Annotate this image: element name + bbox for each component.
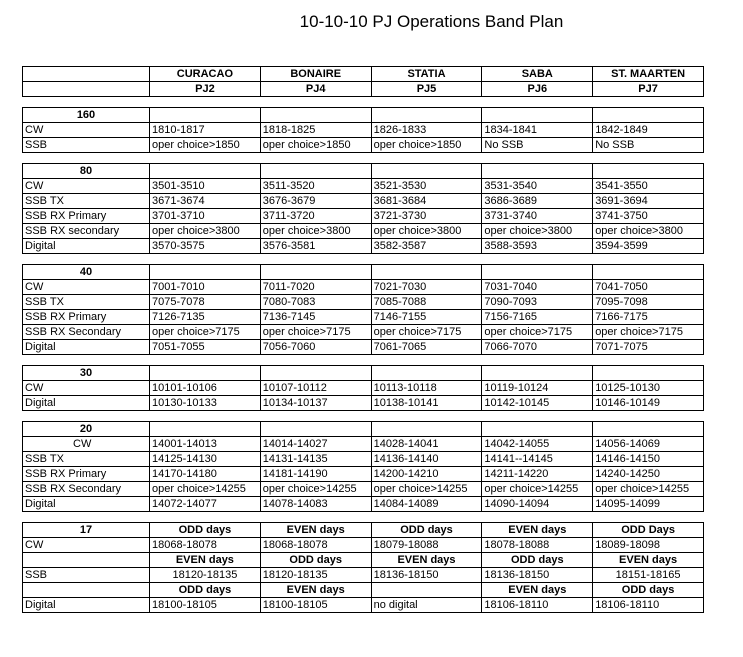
band-plan-body (23, 67, 704, 613)
band-label-filler (150, 164, 261, 179)
freq-cell: 3731-3740 (482, 209, 593, 224)
mode-label: SSB RX Primary (23, 467, 150, 482)
freq-cell: 3576-3581 (260, 239, 371, 254)
header-call: PJ2 (150, 82, 261, 97)
band-gap (23, 411, 704, 422)
freq-cell: 14078-14083 (260, 497, 371, 512)
freq-cell: 14014-14027 (260, 437, 371, 452)
freq-cell: no digital (371, 598, 482, 613)
days-cell: ODD days (150, 583, 261, 598)
gap-cell (23, 411, 150, 422)
mode-label: CW (23, 179, 150, 194)
freq-cell: 7051-7055 (150, 340, 261, 355)
band-label-filler (482, 265, 593, 280)
freq-cell: 14056-14069 (593, 437, 704, 452)
freq-row (23, 598, 704, 613)
header-call: PJ4 (260, 82, 371, 97)
mode-label: CW (23, 381, 150, 396)
mode-label: SSB RX secondary (23, 224, 150, 239)
freq-cell: 14240-14250 (593, 467, 704, 482)
band-label-filler (371, 164, 482, 179)
band-label-row (23, 265, 704, 280)
freq-cell: 14084-14089 (371, 497, 482, 512)
freq-cell: 3691-3694 (593, 194, 704, 209)
gap-cell (260, 153, 371, 164)
freq-cell: oper choice>3800 (260, 224, 371, 239)
days-cell: ODD days (593, 583, 704, 598)
freq-cell: 18106-18110 (593, 598, 704, 613)
gap-cell (593, 355, 704, 366)
header-name: STATIA (371, 67, 482, 82)
freq-cell: 10125-10130 (593, 381, 704, 396)
freq-cell: 18106-18110 (482, 598, 593, 613)
freq-cell: 18078-18088 (482, 538, 593, 553)
days-cell: ODD days (260, 553, 371, 568)
freq-cell: 10146-10149 (593, 396, 704, 411)
freq-cell: 18136-18150 (371, 568, 482, 583)
freq-cell: 18120-18135 (260, 568, 371, 583)
mode-label: Digital (23, 239, 150, 254)
mode-label: CW (23, 437, 150, 452)
freq-cell: 10142-10145 (482, 396, 593, 411)
band-label-row (23, 422, 704, 437)
days-cell: EVEN days (593, 553, 704, 568)
freq-cell: oper choice>14255 (371, 482, 482, 497)
freq-row (23, 482, 704, 497)
freq-row (23, 295, 704, 310)
freq-cell: oper choice>7175 (150, 325, 261, 340)
gap-cell (260, 355, 371, 366)
freq-cell: 14095-14099 (593, 497, 704, 512)
band-gap (23, 97, 704, 108)
gap-cell (593, 512, 704, 523)
header-corner (23, 67, 150, 82)
gap-cell (371, 97, 482, 108)
header-name: BONAIRE (260, 67, 371, 82)
freq-cell: oper choice>14255 (482, 482, 593, 497)
gap-cell (23, 153, 150, 164)
freq-cell: 7085-7088 (371, 295, 482, 310)
band-label-filler (371, 366, 482, 381)
band-label-filler (150, 108, 261, 123)
freq-cell: oper choice>3800 (482, 224, 593, 239)
freq-cell: 14211-14220 (482, 467, 593, 482)
band-label-row (23, 366, 704, 381)
freq-cell: 7166-7175 (593, 310, 704, 325)
mode-label: Digital (23, 598, 150, 613)
mode-label: SSB RX Primary (23, 310, 150, 325)
mode-label: Digital (23, 396, 150, 411)
band-label-row (23, 164, 704, 179)
gap-cell (23, 512, 150, 523)
freq-cell: 10138-10141 (371, 396, 482, 411)
header-call: PJ6 (482, 82, 593, 97)
band-label: 80 (23, 164, 150, 179)
freq-cell: 14125-14130 (150, 452, 261, 467)
freq-cell: oper choice>7175 (371, 325, 482, 340)
freq-cell: 7061-7065 (371, 340, 482, 355)
days-cell: EVEN days (371, 553, 482, 568)
freq-cell: 3521-3530 (371, 179, 482, 194)
band-label-filler (593, 265, 704, 280)
freq-cell: 14090-14094 (482, 497, 593, 512)
days-cell: ODD days (482, 553, 593, 568)
freq-cell: oper choice>3800 (371, 224, 482, 239)
freq-cell: 1810-1817 (150, 123, 261, 138)
gap-cell (371, 254, 482, 265)
freq-cell: 3570-3575 (150, 239, 261, 254)
band-label: 40 (23, 265, 150, 280)
freq-cell: 7095-7098 (593, 295, 704, 310)
band-label-filler (593, 164, 704, 179)
header-name: SABA (482, 67, 593, 82)
mode-label: SSB RX Primary (23, 209, 150, 224)
freq-cell: 1818-1825 (260, 123, 371, 138)
freq-cell: 3511-3520 (260, 179, 371, 194)
freq-row (23, 123, 704, 138)
gap-cell (260, 97, 371, 108)
header-call: PJ5 (371, 82, 482, 97)
freq-cell: 7156-7165 (482, 310, 593, 325)
freq-cell: 1826-1833 (371, 123, 482, 138)
freq-cell: 7146-7155 (371, 310, 482, 325)
freq-row (23, 497, 704, 512)
band-label-filler (482, 366, 593, 381)
gap-cell (260, 254, 371, 265)
band-label-filler (260, 164, 371, 179)
gap-cell (371, 411, 482, 422)
freq-cell: 7075-7078 (150, 295, 261, 310)
freq-cell: oper choice>14255 (593, 482, 704, 497)
gap-cell (593, 97, 704, 108)
band-label: 20 (23, 422, 150, 437)
gap-cell (150, 355, 261, 366)
band-label-filler (371, 422, 482, 437)
freq-cell: 7080-7083 (260, 295, 371, 310)
freq-cell: 7056-7060 (260, 340, 371, 355)
gap-cell (482, 411, 593, 422)
freq-cell: 1834-1841 (482, 123, 593, 138)
days-row (23, 553, 704, 568)
freq-cell: 18068-18078 (150, 538, 261, 553)
band-gap (23, 355, 704, 366)
band-label: 30 (23, 366, 150, 381)
freq-cell: oper choice>1850 (260, 138, 371, 153)
freq-cell: 3531-3540 (482, 179, 593, 194)
gap-cell (482, 153, 593, 164)
gap-cell (150, 153, 261, 164)
header-call: PJ7 (593, 82, 704, 97)
freq-row (23, 209, 704, 224)
freq-cell: 7126-7135 (150, 310, 261, 325)
freq-row (23, 224, 704, 239)
freq-cell: 14136-14140 (371, 452, 482, 467)
gap-cell (150, 411, 261, 422)
freq-cell: 14001-14013 (150, 437, 261, 452)
mode-label: SSB RX Secondary (23, 482, 150, 497)
freq-cell: 7041-7050 (593, 280, 704, 295)
freq-cell: 18079-18088 (371, 538, 482, 553)
freq-cell: 18068-18078 (260, 538, 371, 553)
freq-row (23, 381, 704, 396)
freq-cell: oper choice>7175 (482, 325, 593, 340)
freq-cell: 3701-3710 (150, 209, 261, 224)
mode-label: SSB RX Secondary (23, 325, 150, 340)
freq-cell: 3541-3550 (593, 179, 704, 194)
freq-cell: 10101-10106 (150, 381, 261, 396)
freq-cell: 3676-3679 (260, 194, 371, 209)
freq-cell: 7031-7040 (482, 280, 593, 295)
freq-cell: 18151-18165 (593, 568, 704, 583)
days-row-label (23, 583, 150, 598)
band-label-filler (482, 164, 593, 179)
freq-cell: oper choice>1850 (150, 138, 261, 153)
gap-cell (150, 512, 261, 523)
band-label-filler (260, 265, 371, 280)
days-cell: ODD days (150, 523, 261, 538)
band-gap (23, 512, 704, 523)
freq-cell: 10119-10124 (482, 381, 593, 396)
days-row (23, 583, 704, 598)
freq-cell: 3588-3593 (482, 239, 593, 254)
freq-row (23, 340, 704, 355)
days-cell: ODD days (371, 523, 482, 538)
freq-cell: oper choice>3800 (593, 224, 704, 239)
freq-cell: 18136-18150 (482, 568, 593, 583)
band-label: 160 (23, 108, 150, 123)
band-label-filler (482, 108, 593, 123)
freq-cell: 18100-18105 (260, 598, 371, 613)
gap-cell (371, 512, 482, 523)
freq-row (23, 280, 704, 295)
freq-cell: oper choice>3800 (150, 224, 261, 239)
gap-cell (593, 153, 704, 164)
band-label-filler (593, 422, 704, 437)
band-gap (23, 254, 704, 265)
band-label-filler (150, 422, 261, 437)
freq-cell: 18120-18135 (150, 568, 261, 583)
days-cell: EVEN days (150, 553, 261, 568)
freq-row (23, 452, 704, 467)
header-name: CURACAO (150, 67, 261, 82)
days-cell (371, 583, 482, 598)
gap-cell (371, 355, 482, 366)
page-title (0, 12, 743, 32)
freq-cell: 14146-14150 (593, 452, 704, 467)
freq-row (23, 396, 704, 411)
gap-cell (23, 97, 150, 108)
band-label-filler (260, 108, 371, 123)
gap-cell (482, 254, 593, 265)
freq-cell: 3681-3684 (371, 194, 482, 209)
freq-cell: oper choice>14255 (260, 482, 371, 497)
freq-cell: 10107-10112 (260, 381, 371, 396)
freq-cell: 10134-10137 (260, 396, 371, 411)
gap-cell (482, 512, 593, 523)
header-name: ST. MAARTEN (593, 67, 704, 82)
freq-row (23, 538, 704, 553)
days-cell: ODD Days (593, 523, 704, 538)
gap-cell (260, 411, 371, 422)
freq-cell: oper choice>14255 (150, 482, 261, 497)
gap-cell (593, 254, 704, 265)
band-label-filler (150, 366, 261, 381)
gap-cell (593, 411, 704, 422)
band-label-filler (260, 366, 371, 381)
freq-cell: 10113-10118 (371, 381, 482, 396)
freq-cell: 7001-7010 (150, 280, 261, 295)
mode-label: Digital (23, 497, 150, 512)
days-cell: EVEN days (260, 523, 371, 538)
freq-row (23, 568, 704, 583)
mode-label: SSB TX (23, 194, 150, 209)
mode-label: CW (23, 538, 150, 553)
freq-row (23, 325, 704, 340)
page-title-text: 10-10-10 PJ Operations Band Plan (299, 12, 564, 31)
header-row-names (23, 67, 704, 82)
header-row-calls (23, 82, 704, 97)
freq-cell: 7136-7145 (260, 310, 371, 325)
gap-cell (482, 355, 593, 366)
header-corner (23, 82, 150, 97)
mode-label: SSB (23, 138, 150, 153)
mode-label: CW (23, 280, 150, 295)
gap-cell (482, 97, 593, 108)
freq-cell: 1842-1849 (593, 123, 704, 138)
freq-row (23, 310, 704, 325)
freq-cell: 14170-14180 (150, 467, 261, 482)
freq-cell: 3741-3750 (593, 209, 704, 224)
freq-cell: 3582-3587 (371, 239, 482, 254)
freq-cell: No SSB (482, 138, 593, 153)
freq-row (23, 467, 704, 482)
band-label-filler (260, 422, 371, 437)
freq-cell: 3711-3720 (260, 209, 371, 224)
gap-cell (150, 254, 261, 265)
freq-cell: oper choice>1850 (371, 138, 482, 153)
freq-cell: 14028-14041 (371, 437, 482, 452)
gap-cell (260, 512, 371, 523)
days-row-label (23, 553, 150, 568)
freq-cell: 7021-7030 (371, 280, 482, 295)
band-label-filler (371, 265, 482, 280)
freq-row (23, 194, 704, 209)
days-cell: EVEN days (482, 523, 593, 538)
freq-cell: No SSB (593, 138, 704, 153)
freq-cell: oper choice>7175 (260, 325, 371, 340)
gap-cell (23, 355, 150, 366)
freq-cell: 3686-3689 (482, 194, 593, 209)
band-gap (23, 153, 704, 164)
freq-cell: oper choice>7175 (593, 325, 704, 340)
days-cell: EVEN days (260, 583, 371, 598)
freq-cell: 18089-18098 (593, 538, 704, 553)
freq-cell: 3721-3730 (371, 209, 482, 224)
freq-row (23, 138, 704, 153)
band-label-filler (150, 265, 261, 280)
freq-row (23, 179, 704, 194)
days-cell: EVEN days (482, 583, 593, 598)
freq-row (23, 437, 704, 452)
freq-cell: 3671-3674 (150, 194, 261, 209)
band-plan-table (22, 66, 704, 613)
freq-cell: 7066-7070 (482, 340, 593, 355)
freq-cell: 14131-14135 (260, 452, 371, 467)
freq-cell: 3501-3510 (150, 179, 261, 194)
mode-label: Digital (23, 340, 150, 355)
freq-row (23, 239, 704, 254)
mode-label: SSB TX (23, 295, 150, 310)
band-label-filler (593, 108, 704, 123)
mode-label: SSB (23, 568, 150, 583)
mode-label: SSB TX (23, 452, 150, 467)
freq-cell: 14200-14210 (371, 467, 482, 482)
band-label-row (23, 108, 704, 123)
freq-cell: 18100-18105 (150, 598, 261, 613)
band-label-filler (482, 422, 593, 437)
band-label: 17 (23, 523, 150, 538)
freq-cell: 7011-7020 (260, 280, 371, 295)
band-label-filler (371, 108, 482, 123)
band-label-filler (593, 366, 704, 381)
freq-cell: 14181-14190 (260, 467, 371, 482)
freq-cell: 7090-7093 (482, 295, 593, 310)
freq-cell: 3594-3599 (593, 239, 704, 254)
freq-cell: 10130-10133 (150, 396, 261, 411)
freq-cell: 14141--14145 (482, 452, 593, 467)
gap-cell (23, 254, 150, 265)
gap-cell (371, 153, 482, 164)
mode-label: CW (23, 123, 150, 138)
gap-cell (150, 97, 261, 108)
freq-cell: 14072-14077 (150, 497, 261, 512)
freq-cell: 14042-14055 (482, 437, 593, 452)
freq-cell: 7071-7075 (593, 340, 704, 355)
band-label-row (23, 523, 704, 538)
